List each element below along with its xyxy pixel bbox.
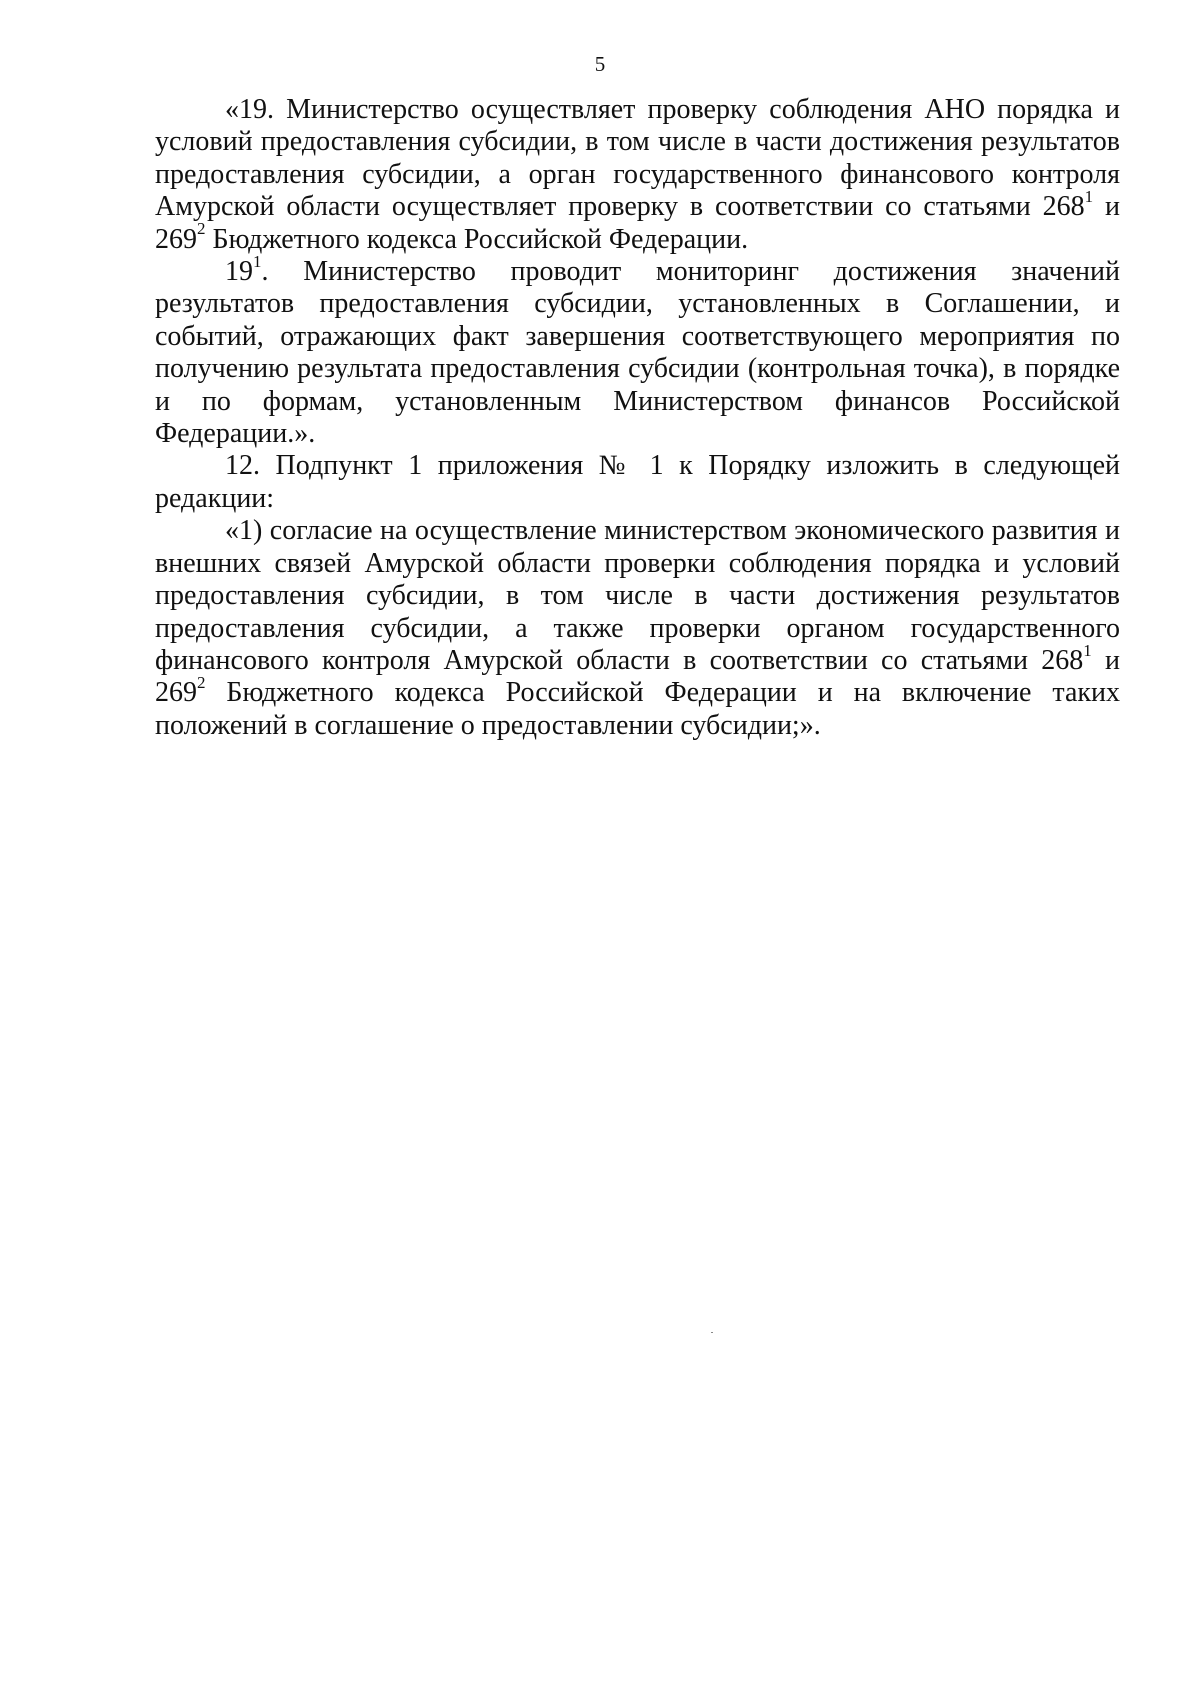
superscript: 1 bbox=[253, 251, 262, 271]
superscript: 1 bbox=[1084, 186, 1094, 206]
paragraph-item-19 bbox=[155, 94, 1120, 256]
text-segment: и 269 bbox=[155, 191, 1121, 255]
superscript: 2 bbox=[197, 219, 206, 239]
paragraph-item-12 bbox=[155, 450, 1120, 515]
text-segment: . Министерство проводит мониторинг достижения значений результатов предоставления субсидии, установленных в Соглашении, и событий, отражающих факт завершения соответствующего мероприятия по получению результата предоставления субсидии (контрольная точка), в порядке и по формам, установленным Министерством финансов Российской Федерации.». bbox=[155, 256, 1120, 450]
text-segment: «1) согласие на осуществление министерством экономического развития и внешних связей Амурской области проверки соблюдения порядка и условий предоставления субсидии, в том числе в части достижения результатов предоставления субсидии, а также проверки органом государственного финансового контроля Амурской области в соответствии со статьями 268 bbox=[155, 515, 1120, 676]
text-segment: 19 bbox=[225, 256, 253, 288]
paragraph-item-19-1 bbox=[155, 251, 1120, 450]
text-segment: Бюджетного кодекса Российской Федерации. bbox=[205, 223, 749, 255]
text-segment: «19. Министерство осуществляет проверку соблюдения АНО порядка и условий предоставления субсидии, в том числе в части достижения результатов предоставления субсидии, а орган государственного финансового контроля Амурской области осуществляет проверку в соответствии со статьями 268 bbox=[155, 94, 1120, 223]
page-number: 5 bbox=[594, 52, 606, 76]
text-segment: и 269 bbox=[155, 644, 1121, 709]
superscript: 2 bbox=[197, 672, 206, 692]
text-segment: 12. Подпункт 1 приложения № 1 к Порядку изложить в следующей редакции: bbox=[155, 450, 1120, 514]
document-body bbox=[155, 94, 1120, 742]
superscript: 1 bbox=[1083, 640, 1092, 660]
paragraph-quoted-subitem-1 bbox=[155, 515, 1120, 742]
text-segment: Бюджетного кодекса Российской Федерации и на включение таких положений в соглашение о предоставлении субсидии;». bbox=[155, 677, 1120, 741]
scan-speck bbox=[711, 1332, 713, 1333]
